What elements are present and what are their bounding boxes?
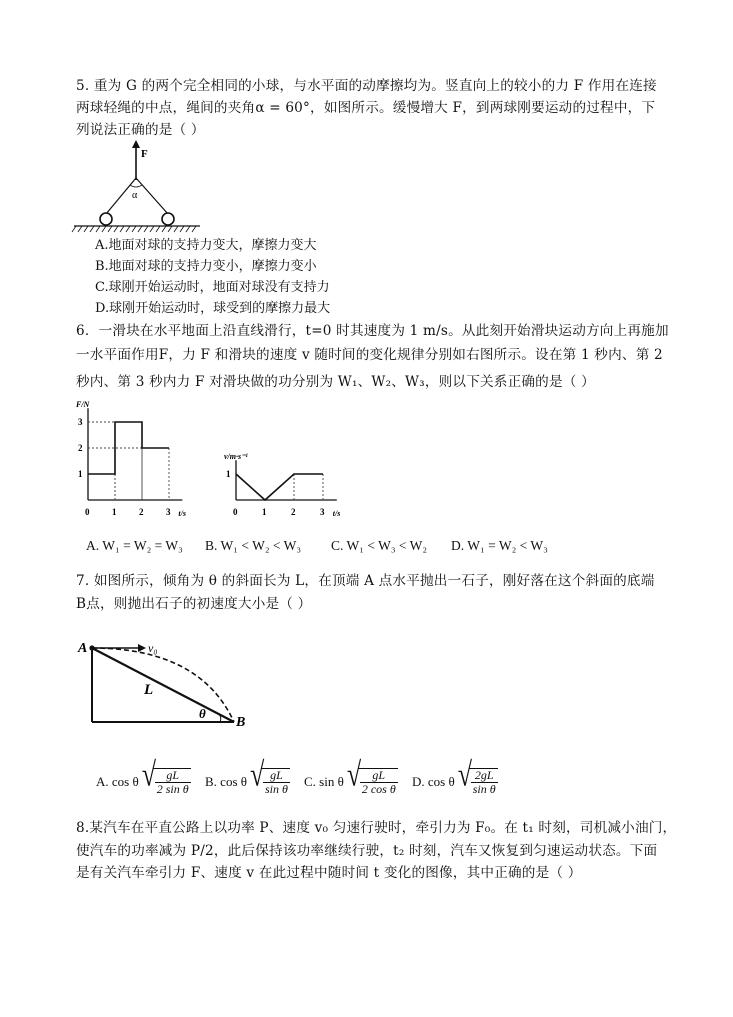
force-chart-y-tick-1: 1 (78, 469, 83, 479)
q7-v0-label: v₀ (148, 641, 158, 655)
q8-line-3: 是有关汽车牵引力 F、速度 v 在此过程中随时间 t 变化的图像，其中正确的是（ ） (76, 865, 582, 881)
q7-option-d-num: √ 2gL (471, 769, 498, 783)
q6-option-a: A. W₁ = W₂ = W₃ (86, 538, 183, 553)
q7-incline-figure (70, 636, 250, 731)
q6-line-2: 一水平面作用F，力 F 和滑块的速度 v 随时间的变化规律分别如右图所示。设在第 1 秒内、第 2 (76, 347, 663, 363)
velocity-chart-x-tick-3: 3 (320, 507, 325, 517)
velocity-chart-x-tick-0: 0 (233, 507, 238, 517)
q7-option-b (205, 768, 290, 796)
q7-line-1: 7. 如图所示，倾角为 θ 的斜面长为 L，在顶端 A 点水平抛出一石子，刚好落在这个斜面的底端 (76, 573, 655, 589)
force-chart-y-tick-2: 2 (78, 443, 83, 453)
q6-line-1: 6．一滑块在水平地面上沿直线滑行，t=0 时其速度为 1 m/s。从此刻开始滑块运动方向上再施加 (76, 323, 669, 339)
q5-line-1: 5. 重为 G 的两个完全相同的小球，与水平面的动摩擦均为。竖直向上的较小的力 F 作用在连接 (76, 78, 657, 94)
q7-option-c-letter: C. (304, 774, 316, 789)
velocity-chart-x-label: t/s (332, 509, 341, 518)
q7-option-d-trig: cos θ (427, 774, 455, 789)
q5-force-label: F (141, 148, 148, 160)
q7-option-a-letter: A. (96, 774, 109, 789)
q5-option-c: C.球刚开始运动时，地面对球没有支持力 (95, 280, 330, 295)
q6-velocity-chart (220, 418, 355, 523)
q7-option-c-num: √ gL (360, 769, 398, 783)
q7-option-c-den: 2 cos θ (361, 782, 396, 796)
q5-line-3: 列说法正确的是（ ） (76, 122, 205, 138)
q7-line-2: B点，则抛出石子的初速度大小是（ ） (76, 596, 312, 612)
q7-point-b: B (236, 715, 246, 730)
q5-option-b: B.地面对球的支持力变小，摩擦力变小 (95, 259, 317, 274)
q5-option-a: A.地面对球的支持力变大，摩擦力变大 (95, 238, 317, 253)
q7-option-a-trig: cos θ (111, 774, 139, 789)
force-chart-y-tick-3: 3 (78, 417, 83, 427)
q7-length-label: L (144, 682, 154, 698)
q7-option-d-den: sin θ (472, 782, 496, 796)
q7-option-c-trig: sin θ (319, 774, 344, 789)
velocity-chart-series-line (236, 474, 323, 500)
velocity-chart-y-label: v/m·s⁻¹ (224, 452, 248, 462)
q7-point-a: A (78, 641, 88, 656)
q6-line-3: 秒内、第 3 秒内力 F 对滑块做的功分别为 W₁、W₂、W₃，则以下关系正确的是（ ） (76, 374, 595, 390)
q7-angle-label: θ (199, 706, 206, 721)
force-chart-x-label: t/s (178, 509, 186, 518)
force-chart-x-tick-0: 0 (85, 507, 90, 517)
q7-option-a-den: 2 sin θ (156, 782, 189, 796)
force-chart-y-label: F/N (76, 400, 90, 410)
velocity-chart-x-tick-1: 1 (262, 507, 267, 517)
q8-line-1: 8.某汽车在平直公路上以功率 P、速度 v₀ 匀速行驶时，牵引力为 F₀。在 t₁ 时刻，司机减小油门， (76, 820, 677, 836)
q7-option-b-num: √ gL (263, 769, 290, 783)
q7-option-d (412, 768, 498, 796)
q6-option-d: D. W₁ = W₂ < W₃ (451, 538, 548, 553)
velocity-chart-x-tick-2: 2 (291, 507, 296, 517)
q7-option-b-den: sin θ (264, 782, 288, 796)
q6-option-c: C. W₁ < W₃ < W₂ (331, 538, 428, 553)
q5-angle-label: α (132, 190, 138, 201)
q6-force-chart (72, 400, 202, 523)
q7-option-d-letter: D. (412, 774, 425, 789)
q7-option-a (96, 768, 191, 796)
force-chart-x-tick-3: 3 (166, 507, 171, 517)
q5-figure (72, 140, 202, 235)
q8-line-2: 使汽车的功率减为 P/2，此后保持该功率继续行驶，t₂ 时刻，汽车又恢复到匀速运动状态。下面 (76, 843, 658, 859)
q7-option-b-trig: cos θ (220, 774, 247, 789)
force-chart-x-tick-2: 2 (139, 507, 144, 517)
force-chart-x-tick-1: 1 (112, 507, 117, 517)
velocity-chart-y-tick-1: 1 (226, 469, 231, 479)
q7-option-a-num: √ gL (155, 769, 191, 783)
q7-option-b-letter: B. (205, 774, 217, 789)
q5-line-2: 两球轻绳的中点，绳间的夹角α = 60°，如图所示。缓慢增大 F，到两球刚要运动的过程中，下 (76, 100, 656, 116)
q7-option-c (304, 768, 398, 796)
q5-option-d: D.球刚开始运动时，球受到的摩擦力最大 (95, 301, 331, 316)
q6-option-b: B. W₁ < W₂ < W₃ (205, 538, 302, 553)
